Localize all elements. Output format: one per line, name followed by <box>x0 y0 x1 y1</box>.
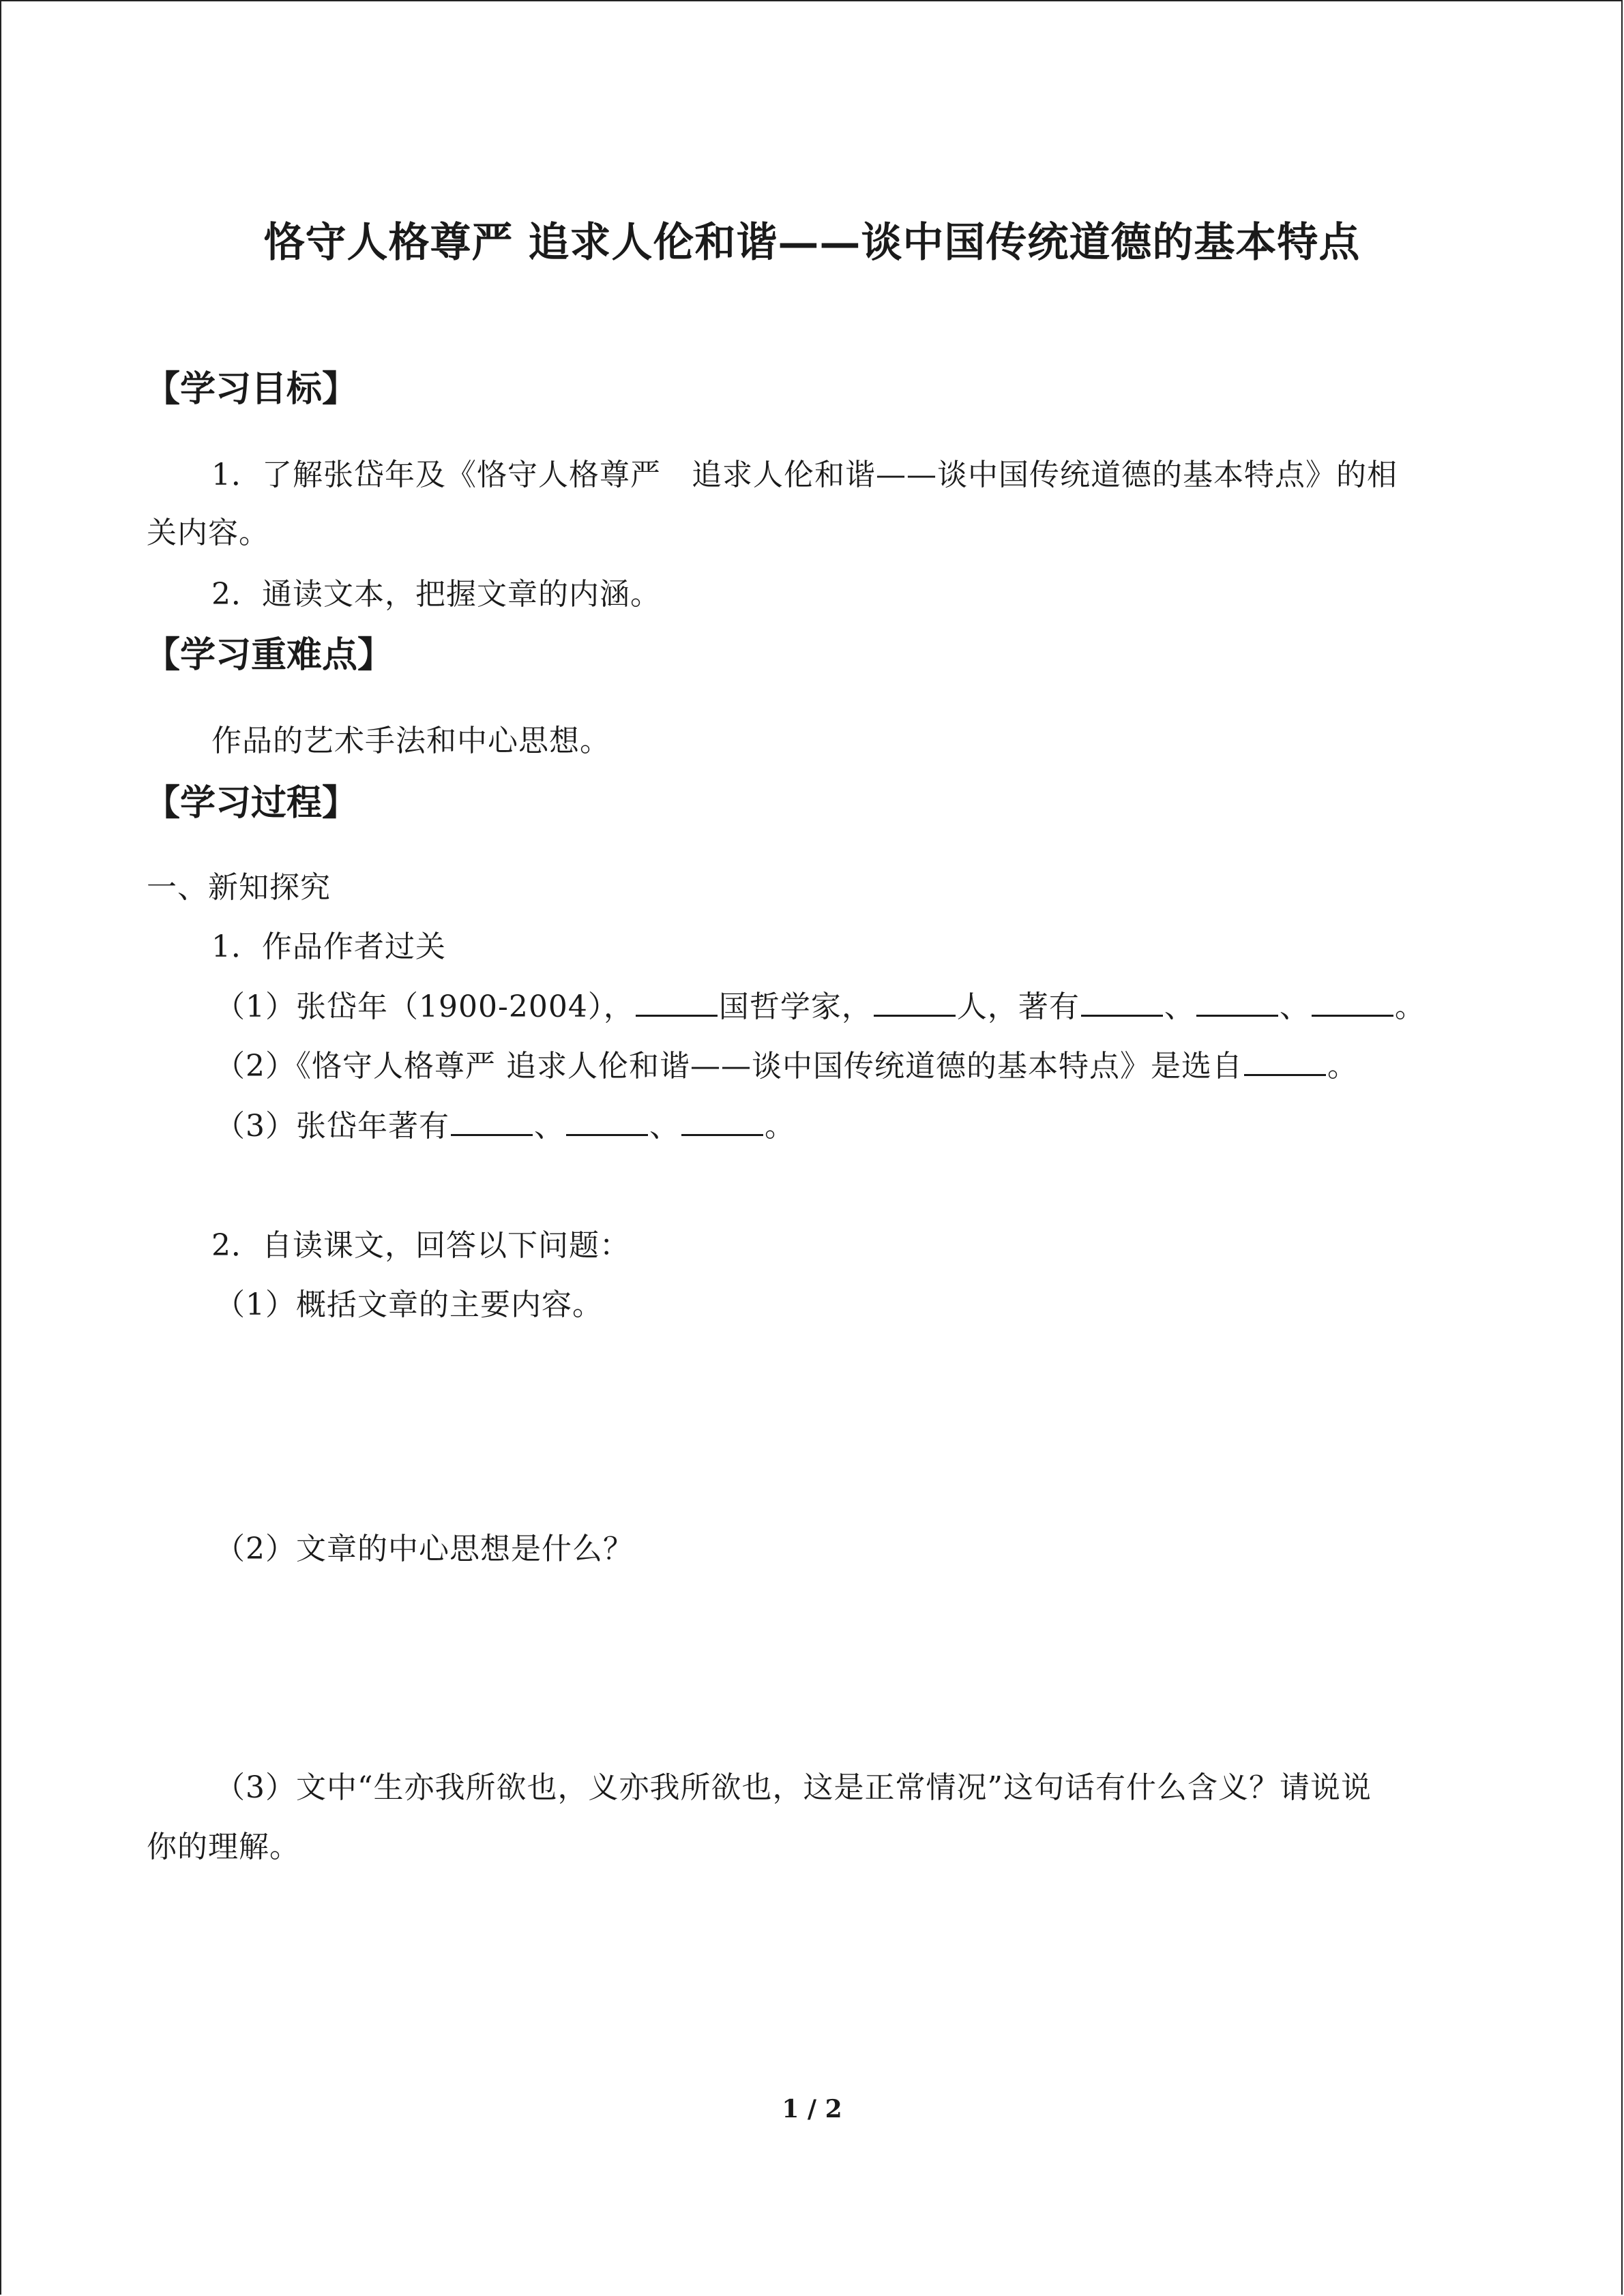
part-1-title: 一、新知探究 <box>147 870 331 905</box>
question-3-text-3: 、 <box>649 1109 680 1144</box>
task-2-question-3-line-1: （3）文中“生亦我所欲也，义亦我所欲也，这是正常情况”这句话有什么含义？请说说 <box>215 1770 1372 1805</box>
question-2-text-1: （2）《恪守人格尊严 追求人伦和谐——谈中国传统道德的基本特点》是选自 <box>215 1049 1243 1084</box>
answer-blank[interactable] <box>1081 987 1163 1017</box>
objective-item-2: 2．通读文本，把握文章的内涵。 <box>211 577 661 612</box>
question-2 <box>215 1041 1358 1085</box>
task-2-title: 2．自读课文，回答以下问题： <box>211 1228 630 1263</box>
task-2-question-2: （2）文章的中心思想是什么？ <box>215 1532 634 1566</box>
question-3-text-1: （3）张岱年著有 <box>215 1109 449 1144</box>
question-3-text-2: 、 <box>534 1109 565 1144</box>
answer-blank[interactable] <box>1244 1047 1326 1076</box>
question-1-text-2: 国哲学家， <box>718 989 872 1024</box>
task-2-question-1: （1）概括文章的主要内容。 <box>215 1287 603 1322</box>
document-title: 恪守人格尊严 追求人伦和谐——谈中国传统道德的基本特点 <box>263 219 1361 267</box>
answer-blank[interactable] <box>636 987 718 1017</box>
page-number: 1 / 2 <box>782 2095 842 2123</box>
objective-item-1-line-1: 1．了解张岱年及《恪守人格尊严 追求人伦和谐——谈中国传统道德的基本特点》的相 <box>211 458 1398 492</box>
key-points-content: 作品的艺术手法和中心思想。 <box>211 724 610 758</box>
answer-blank[interactable] <box>1196 987 1278 1017</box>
task-2-question-3-line-2: 你的理解。 <box>147 1830 300 1864</box>
objective-item-1-line-2: 关内容。 <box>147 516 269 550</box>
question-1-text-1: （1）张岱年（1900-2004）， <box>215 989 634 1024</box>
question-1 <box>215 982 1426 1026</box>
question-1-text-3: 人，著有 <box>956 989 1080 1024</box>
answer-blank[interactable] <box>566 1107 648 1136</box>
answer-blank[interactable] <box>451 1107 533 1136</box>
task-1-title: 1．作品作者过关 <box>211 929 446 964</box>
process-heading: 【学习过程】 <box>145 783 358 824</box>
question-3 <box>215 1101 795 1145</box>
objectives-heading: 【学习目标】 <box>145 369 358 410</box>
question-2-text-2: 。 <box>1327 1049 1358 1084</box>
question-1-text-4: 、 <box>1164 989 1195 1024</box>
question-1-text-5: 、 <box>1279 989 1310 1024</box>
answer-blank[interactable] <box>681 1107 763 1136</box>
question-1-text-6: 。 <box>1394 989 1426 1024</box>
question-3-text-4: 。 <box>765 1109 795 1144</box>
answer-blank[interactable] <box>1312 987 1393 1017</box>
key-points-heading: 【学习重难点】 <box>145 635 394 676</box>
answer-blank[interactable] <box>874 987 956 1017</box>
